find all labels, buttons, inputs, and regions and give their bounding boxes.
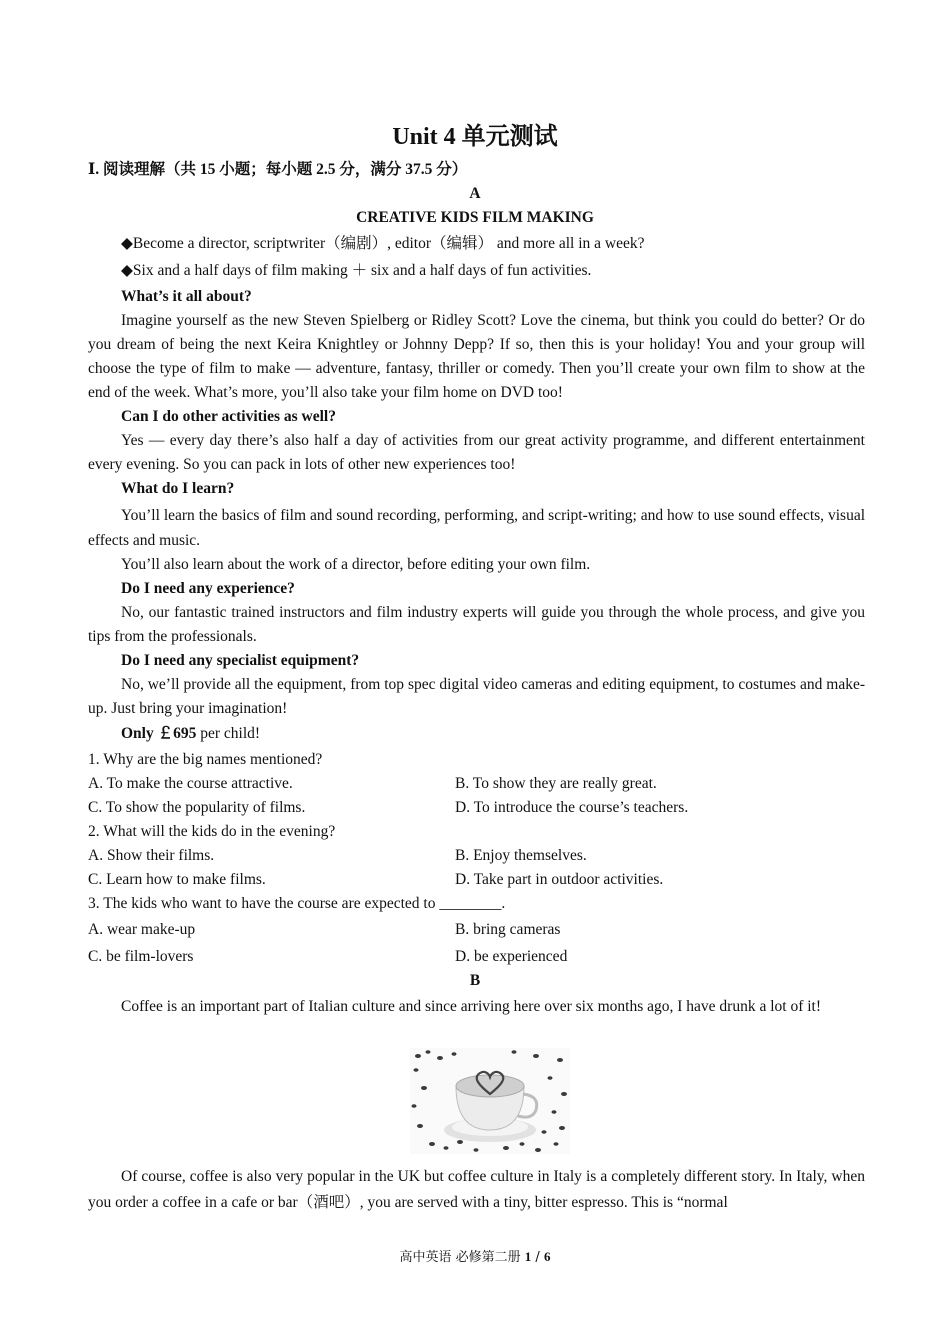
section-heading: Ⅰ. 阅读理解（共 15 小题；每小题 2.5 分，满分 37.5 分）	[88, 161, 468, 178]
passage-b-paragraph-1: Coffee is an important part of Italian culture and since arriving here over six months ago, I have drunk a lot of it!	[121, 998, 822, 1015]
page-footer	[0, 1246, 950, 1265]
question-1-option-c: C. To show the popularity of films.	[88, 799, 306, 816]
bullet-1: ◆Become a director, scriptwriter（编剧）, editor（编辑） and more all in a week?	[121, 235, 645, 252]
price-prefix: Only ￡	[121, 725, 174, 742]
paragraph-learn: You’ll learn the basics of film and sound recording, performing, and script-writing; and how to use sound effects, visual effects and music.	[88, 507, 865, 549]
question-1-option-a: A. To make the course attractive.	[88, 775, 293, 792]
heading-learn: What do I learn?	[121, 480, 235, 497]
question-3-option-d: D. be experienced	[455, 948, 568, 965]
paragraph-about: Imagine yourself as the new Steven Spielberg or Ridley Scott? Love the cinema, but think you could do better? Or do you dream of being the next Keira Knightley or Johnny Depp? If so, then this is your holiday! You and your group will choose the type of film to make — adventure, fantasy, thriller or comedy. Then you’ll create your own film to show at the end of the week. What’s more, you’ll also take your film home on DVD too!	[88, 312, 865, 401]
question-3-option-c: C. be film-lovers	[88, 948, 194, 965]
passage-a-title: CREATIVE KIDS FILM MAKING	[356, 209, 594, 226]
page-title: Unit 4 单元测试	[392, 124, 558, 150]
paragraph-experience: No, our fantastic trained instructors and film industry experts will guide you through the whole process, and give you tips from the professionals.	[88, 604, 865, 645]
question-1-option-b: B. To show they are really great.	[455, 775, 657, 792]
paragraph-activities: Yes — every day there’s also half a day of activities from our great activity programme, and different entertainment every evening. So you can pack in lots of other new experiences too!	[88, 432, 865, 473]
coffee-cup-photo	[410, 1048, 570, 1154]
question-3-option-a: A. wear make-up	[88, 921, 196, 938]
price-suffix: per child!	[196, 725, 261, 742]
bullet-2: ◆Six and a half days of film making ＋ six and a half days of fun activities.	[121, 262, 592, 279]
question-2-option-b: B. Enjoy themselves.	[455, 847, 587, 864]
heading-about: What’s it all about?	[121, 288, 252, 305]
question-1-option-d: D. To introduce the course’s teachers.	[455, 799, 689, 816]
passage-b-label: B	[469, 972, 481, 989]
paragraph-director: You’ll also learn about the work of a director, before editing your own film.	[121, 556, 591, 573]
heading-experience: Do I need any experience?	[121, 580, 295, 597]
passage-a-label: A	[469, 185, 481, 202]
question-3-option-b: B. bring cameras	[455, 921, 561, 938]
footer-page-total: 6	[543, 1249, 551, 1264]
footer-text: 高中英语 必修第二册	[399, 1250, 525, 1265]
price-value: 695	[173, 725, 197, 742]
heading-equipment: Do I need any specialist equipment?	[121, 652, 360, 669]
passage-b-paragraph-2: Of course, coffee is also very popular in the UK but coffee culture in Italy is a completely different story. In Italy, when you order a coffee in a cafe or bar（酒吧）, you are served with a tiny, bitter espresso. This is “normal	[88, 1168, 865, 1211]
question-3-stem: 3. The kids who want to have the course are expected to ________.	[88, 895, 506, 912]
footer-page-number: 1	[524, 1249, 532, 1264]
footer-separator: /	[531, 1250, 544, 1265]
question-2-option-d: D. Take part in outdoor activities.	[455, 871, 664, 888]
question-2-option-c: C. Learn how to make films.	[88, 871, 266, 888]
question-1-stem: 1. Why are the big names mentioned?	[88, 751, 323, 768]
question-2-stem: 2. What will the kids do in the evening?	[88, 823, 336, 840]
price-line	[88, 722, 865, 746]
question-2-option-a: A. Show their films.	[88, 847, 215, 864]
paragraph-equipment: No, we’ll provide all the equipment, from top spec digital video cameras and editing equipment, to costumes and make-up. Just bring your imagination!	[88, 676, 865, 717]
heading-activities: Can I do other activities as well?	[121, 408, 336, 425]
